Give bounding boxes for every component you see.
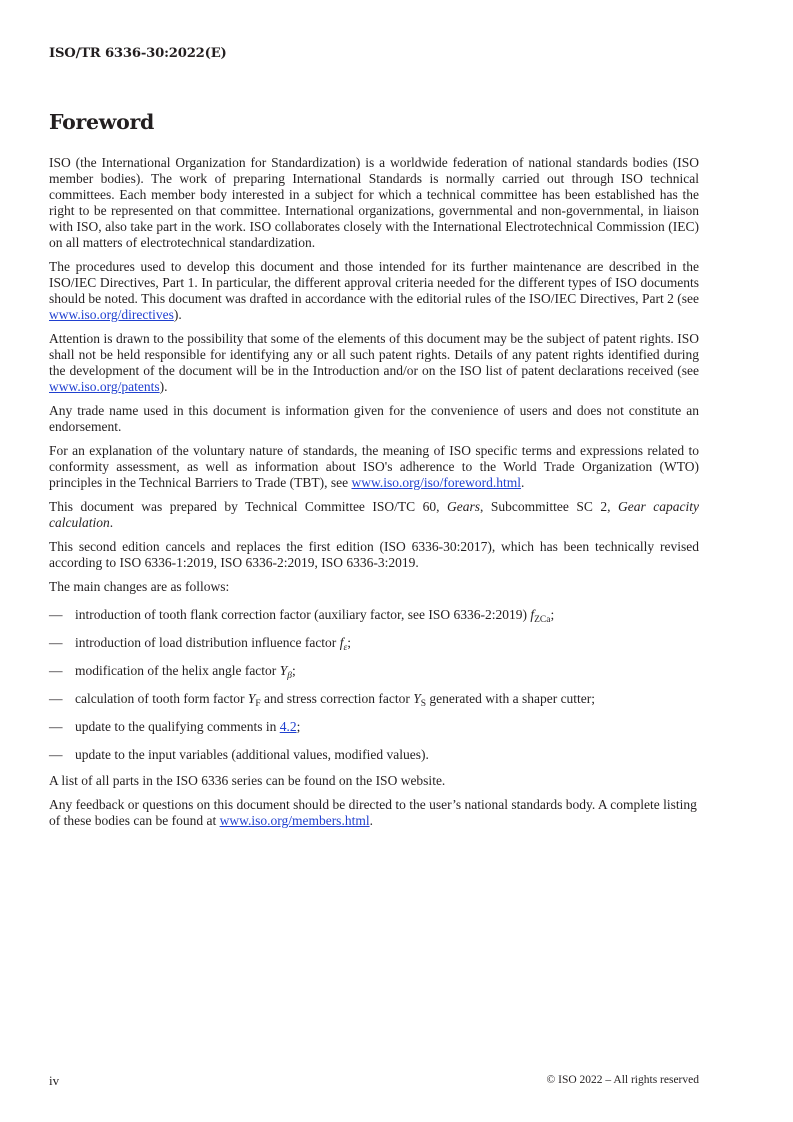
list-item-text: ; bbox=[291, 663, 296, 678]
list-item bbox=[49, 607, 699, 623]
foreword-body bbox=[49, 155, 699, 837]
paragraph-procedures bbox=[49, 259, 699, 323]
paragraph-text: . bbox=[369, 813, 373, 828]
list-item bbox=[49, 691, 699, 707]
math-symbol: f bbox=[530, 607, 535, 622]
changes-list bbox=[49, 607, 699, 763]
patents-link[interactable]: www.iso.org/patents bbox=[49, 379, 160, 394]
paragraph-trade-name: Any trade name used in this document is information given for the convenience of users and does not constitute an endorsement. bbox=[49, 403, 699, 434]
page-title: Foreword bbox=[49, 110, 155, 134]
paragraph-voluntary-nature bbox=[49, 443, 699, 491]
paragraph-text: This document was prepared by Technical Committee ISO/TC 60, bbox=[49, 499, 448, 514]
paragraph-series-list: A list of all parts in the ISO 6336 series can be found on the ISO website. bbox=[49, 773, 446, 788]
page-number: iv bbox=[49, 1073, 60, 1088]
paragraph-committee bbox=[49, 499, 699, 531]
math-subscript: ε bbox=[343, 643, 348, 653]
foreword-link[interactable]: www.iso.org/iso/foreword.html bbox=[351, 475, 521, 490]
list-item bbox=[49, 635, 699, 651]
dash-bullet: — bbox=[49, 691, 63, 706]
paragraph-text: . bbox=[520, 475, 525, 490]
math-subscript: F bbox=[255, 699, 261, 709]
math-symbol: f bbox=[339, 635, 344, 650]
paragraph-text: ). bbox=[159, 379, 168, 394]
paragraph-edition: This second edition cancels and replaces the first edition (ISO 6336-30:2017), which has been technically revised according to ISO 6336-1:2019, ISO 6336-2:2019, ISO 6336-3:2019. bbox=[49, 539, 699, 570]
list-item-text: calculation of tooth form factor bbox=[75, 691, 248, 706]
paragraph-patents bbox=[49, 331, 699, 395]
math-subscript: ZCa bbox=[534, 615, 551, 625]
list-item bbox=[49, 747, 699, 763]
paragraph-text: Attention is drawn to the possibility that some of the elements of this document may be the subject of patent rights. ISO shall not be held responsible for identifying any or all such patent rights. Details of any patent rights identified during the development of the document will be in the Introduction and/or on the ISO list of patent declarations received (see bbox=[49, 331, 699, 378]
list-item-text: introduction of tooth flank correction factor (auxiliary factor, see ISO 6336-2:2019) bbox=[75, 607, 531, 622]
paragraph-text: For an explanation of the voluntary nature of standards, the meaning of ISO specific terms and expressions related to conformity assessment, as well as information about ISO's adherence to the World Trade Organization (WTO) principles in the Technical Barriers to Trade (TBT), see bbox=[49, 443, 699, 490]
list-item bbox=[49, 719, 699, 735]
section-4-2-link[interactable]: 4.2 bbox=[279, 719, 297, 734]
math-subscript: β bbox=[287, 671, 292, 681]
paragraph-text: ). bbox=[173, 307, 182, 322]
paragraph-text: Any feedback or questions on this document should be directed to the user’s national standards body. A complete listing of these bodies can be found at bbox=[49, 797, 697, 828]
math-symbol: Y bbox=[413, 691, 421, 706]
paragraph-feedback bbox=[49, 797, 699, 829]
committee-name: Gears bbox=[447, 499, 481, 514]
math-subscript: S bbox=[420, 699, 426, 709]
paragraph-changes-intro: The main changes are as follows: bbox=[49, 579, 230, 594]
paragraph-text: . bbox=[109, 515, 114, 530]
paragraph-text: , Subcommittee SC 2, bbox=[480, 499, 619, 514]
paragraph-text: The procedures used to develop this document and those intended for its further maintenance are described in the ISO/IEC Directives, Part 1. In particular, the different approval criteria needed for the different types of ISO documents should be noted. This document was drafted in accordance with the editorial rules of the ISO/IEC Directives, Part 2 (see bbox=[49, 259, 699, 306]
dash-bullet: — bbox=[49, 719, 63, 734]
copyright-notice: © ISO 2022 – All rights reserved bbox=[546, 1074, 699, 1086]
list-item-text: generated with a shaper cutter; bbox=[426, 691, 596, 706]
list-item-text: ; bbox=[296, 719, 301, 734]
dash-bullet: — bbox=[49, 663, 63, 678]
directives-link[interactable]: www.iso.org/directives bbox=[49, 307, 174, 322]
list-item-text: and stress correction factor bbox=[260, 691, 414, 706]
subcommittee-name: Gear capacity calculation bbox=[49, 499, 699, 530]
members-link[interactable]: www.iso.org/members.html bbox=[219, 813, 370, 828]
list-item-text: introduction of load distribution influence factor bbox=[75, 635, 340, 650]
document-id: ISO/TR 6336-30:2022(E) bbox=[49, 46, 227, 61]
list-item-text: update to the qualifying comments in bbox=[75, 719, 280, 734]
list-item-text: modification of the helix angle factor bbox=[75, 663, 280, 678]
list-item-text: update to the input variables (additional values, modified values). bbox=[75, 747, 429, 762]
paragraph-iso-intro: ISO (the International Organization for Standardization) is a worldwide federation of national standards bodies (ISO member bodies). The work of preparing International Standards is normally carried out through ISO technical committees. Each member body interested in a subject for which a technical committee has been established has the right to be represented on that committee. International organizations, governmental and non-governmental, in liaison with ISO, also take part in the work. ISO collaborates closely with the International Electrotechnical Commission (IEC) on all matters of electrotechnical standardization. bbox=[49, 155, 699, 250]
dash-bullet: — bbox=[49, 635, 63, 650]
math-symbol: Y bbox=[279, 663, 288, 678]
list-item bbox=[49, 663, 699, 679]
math-symbol: Y bbox=[247, 691, 256, 706]
list-item-text: ; bbox=[550, 607, 555, 622]
list-item-text: ; bbox=[347, 635, 351, 650]
dash-bullet: — bbox=[49, 747, 63, 762]
dash-bullet: — bbox=[49, 607, 63, 622]
